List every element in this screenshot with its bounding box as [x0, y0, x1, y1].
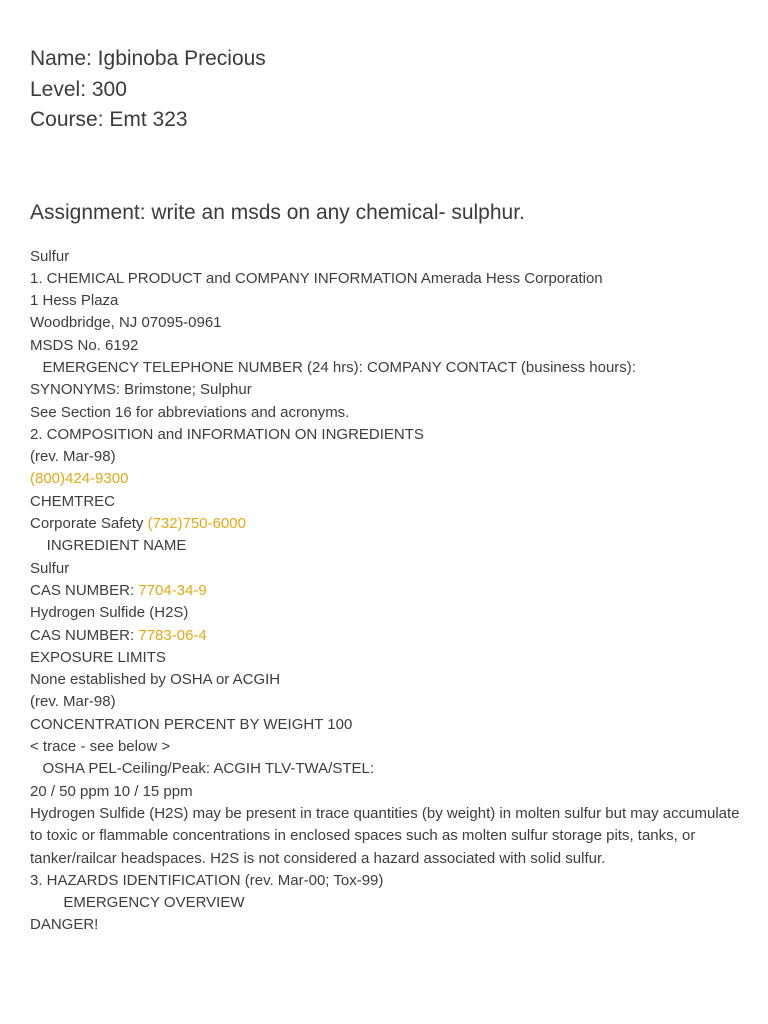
section-16-note: See Section 16 for abbreviations and acronyms. [30, 403, 350, 421]
msds-number: MSDS No. 6192 [30, 336, 139, 354]
cas-number-link-1[interactable]: 7704-34-9 [138, 581, 207, 599]
product-name: Sulfur [30, 247, 70, 265]
trace-note: < trace - see below > [30, 738, 171, 756]
chemtrec-phone-line [30, 468, 750, 490]
revision-date-2: (rev. Mar-98) [30, 693, 116, 711]
ingredient-sulfur: Sulfur [30, 559, 70, 577]
emergency-overview-heading: EMERGENCY OVERVIEW [30, 894, 245, 912]
exposure-limits-value: None established by OSHA or ACGIH [30, 671, 281, 689]
corporate-safety-phone-link[interactable]: (732)750-6000 [147, 515, 246, 533]
msds-body [30, 246, 750, 937]
cas-number-link-2[interactable]: 7783-06-4 [138, 626, 207, 644]
ingredient-h2s: Hydrogen Sulfide (H2S) [30, 604, 189, 622]
section-2-heading: 2. COMPOSITION and INFORMATION ON INGREDIENTS [30, 425, 424, 443]
concentration-heading: CONCENTRATION PERCENT BY WEIGHT 100 [30, 715, 353, 733]
danger-label: DANGER! [30, 916, 99, 934]
chemtrec-label: CHEMTREC [30, 492, 115, 510]
cas-number-line-2 [30, 625, 750, 647]
section-3-heading: 3. HAZARDS IDENTIFICATION (rev. Mar-00; Tox-99) [30, 871, 384, 889]
corporate-safety-line [30, 513, 750, 535]
document-page [30, 44, 750, 937]
address-line-1: 1 Hess Plaza [30, 292, 119, 310]
ingredient-name-heading: INGREDIENT NAME [30, 537, 187, 555]
revision-date-1: (rev. Mar-98) [30, 448, 116, 466]
ppm-values: 20 / 50 ppm 10 / 15 ppm [30, 782, 193, 800]
chemtrec-phone-link[interactable]: (800)424-9300 [30, 470, 129, 488]
student-name: Name: Igbinoba Precious [30, 47, 266, 70]
emergency-telephone-label: EMERGENCY TELEPHONE NUMBER (24 hrs): COMPANY CONTACT (business hours): [30, 358, 636, 376]
student-level: Level: 300 [30, 77, 127, 101]
osha-acgih-heading: OSHA PEL-Ceiling/Peak: ACGIH TLV-TWA/STEL: [30, 760, 375, 778]
assignment-title: Assignment: write an msds on any chemical- sulphur. [30, 200, 525, 224]
exposure-limits-heading: EXPOSURE LIMITS [30, 648, 166, 666]
synonyms: SYNONYMS: Brimstone; Sulphur [30, 381, 252, 399]
course-code: Course: Emt 323 [30, 108, 188, 131]
section-1-heading: 1. CHEMICAL PRODUCT and COMPANY INFORMATION Amerada Hess Corporation [30, 269, 603, 287]
cas-number-label-2: CAS NUMBER: [30, 626, 139, 644]
cas-number-line-1 [30, 580, 750, 602]
address-line-2: Woodbridge, NJ 07095-0961 [30, 314, 222, 332]
corporate-safety-label: Corporate Safety [30, 515, 148, 533]
h2s-hazard-paragraph: Hydrogen Sulfide (H2S) may be present in trace quantities (by weight) in molten sulfur but may accumulate to toxic or flammable concentrations in enclosed spaces such as molten sulfur storage pits, tanks, or tanker/railcar headspaces. H2S is not considered a hazard associated with solid sulfur. [30, 804, 740, 867]
cas-number-label-1: CAS NUMBER: [30, 581, 139, 599]
